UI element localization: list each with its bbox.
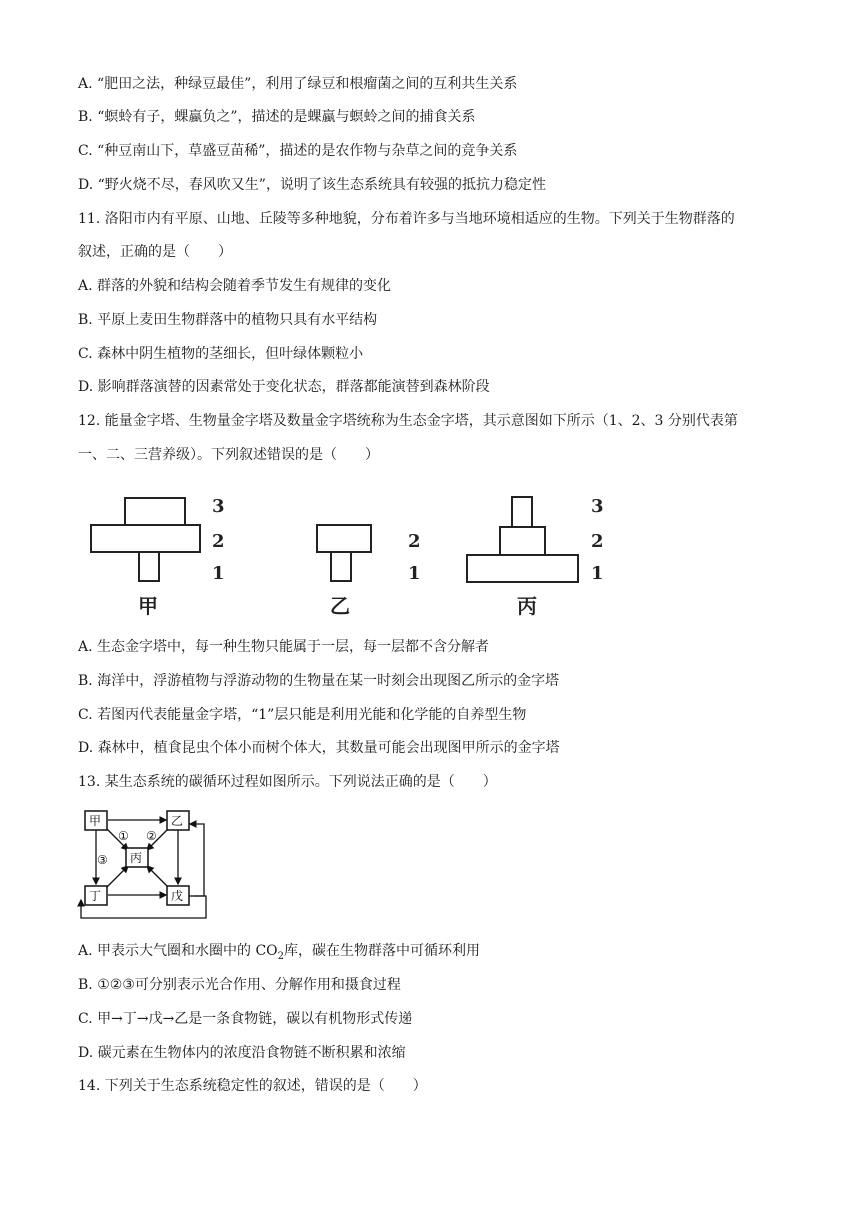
q10-option-c: C. “种豆南山下，草盛豆苗稀”，描述的是农作物与杂草之间的竞争关系 xyxy=(78,143,518,159)
pyramid-bing-label-2: 2 xyxy=(591,531,604,552)
q11-option-b: B. 平原上麦田生物群落中的植物只具有水平结构 xyxy=(78,312,378,328)
pyramid-jia-label-3: 3 xyxy=(212,496,225,517)
arrow-wu-to-bing xyxy=(147,866,169,888)
pyramid-jia-level-3 xyxy=(124,497,186,526)
q13-option-d: D. 碳元素在生物体内的浓度沿食物链不断积累和浓缩 xyxy=(78,1045,406,1061)
q13-option-a-text-1: A. 甲表示大气圈和水圈中的 CO xyxy=(78,943,278,959)
pyramid-yi-label-2: 2 xyxy=(408,531,421,552)
arrow-wu-to-yi xyxy=(186,824,204,896)
box-bing-label: 丙 xyxy=(130,851,143,865)
q12-option-c: C. 若图丙代表能量金字塔，“1”层只能是利用光能和化学能的自养型生物 xyxy=(78,707,527,723)
pyramid-yi-caption: 乙 xyxy=(330,594,350,618)
pyramid-jia-label-1: 1 xyxy=(212,563,225,584)
q11-stem-line1: 11. 洛阳市内有平原、山地、丘陵等多种地貌，分布着许多与当地环境相适应的生物。下列关于生物群落的 xyxy=(78,211,735,227)
q11-option-a: A. 群落的外貌和结构会随着季节发生有规律的变化 xyxy=(78,278,392,294)
pyramid-bing-level-2 xyxy=(499,526,546,556)
circle-3-label: ③ xyxy=(97,853,108,867)
q13-option-a xyxy=(78,941,480,967)
box-wu-label: 戊 xyxy=(171,889,184,903)
circle-1-label: ① xyxy=(118,829,129,843)
pyramid-bing-level-3 xyxy=(511,496,533,528)
q13-option-a-subscript: 2 xyxy=(277,950,285,962)
pyramid-bing-caption: 丙 xyxy=(517,594,537,618)
q13-stem: 13. 某生态系统的碳循环过程如图所示。下列说法正确的是（ ） xyxy=(78,774,497,790)
arrow-ding-to-bing xyxy=(106,866,128,888)
q10-option-d: D. “野火烧不尽，春风吹又生”，说明了该生态系统具有较强的抵抗力稳定性 xyxy=(78,177,546,193)
q12-option-d: D. 森林中，植食昆虫个体小而树个体大，其数量可能会出现图甲所示的金字塔 xyxy=(78,740,560,756)
q11-stem-line2: 叙述，正确的是（ ） xyxy=(78,244,232,260)
carbon-cycle-diagram xyxy=(76,808,212,924)
q13-option-b: B. ①②③可分别表示光合作用、分解作用和摄食过程 xyxy=(78,977,401,993)
q14-stem: 14. 下列关于生态系统稳定性的叙述，错误的是（ ） xyxy=(78,1078,427,1094)
pyramid-yi-label-1: 1 xyxy=(408,563,421,584)
q11-option-d: D. 影响群落演替的因素常处于变化状态，群落都能演替到森林阶段 xyxy=(78,379,490,395)
q12-option-b: B. 海洋中，浮游植物与浮游动物的生物量在某一时刻会出现图乙所示的金字塔 xyxy=(78,673,560,689)
q11-option-c: C. 森林中阴生植物的茎细长，但叶绿体颗粒小 xyxy=(78,346,364,362)
q10-option-a: A. “肥田之法，种绿豆最佳”，利用了绿豆和根瘤菌之间的互利共生关系 xyxy=(78,76,518,92)
pyramid-yi-level-2 xyxy=(316,524,372,553)
q13-option-c: C. 甲→丁→戊→乙是一条食物链，碳以有机物形式传递 xyxy=(78,1011,413,1027)
pyramid-jia-level-1 xyxy=(138,551,160,582)
q12-option-a: A. 生态金字塔中，每一种生物只能属于一层，每一层都不含分解者 xyxy=(78,639,490,655)
pyramid-bing-level-1 xyxy=(466,554,579,583)
circle-2-label: ② xyxy=(146,829,157,843)
q13-option-a-text-2: 库，碳在生物群落中可循环利用 xyxy=(284,943,481,959)
pyramid-yi-level-1 xyxy=(330,551,352,582)
pyramid-bing-label-1: 1 xyxy=(591,563,604,584)
q12-stem-line2: 一、二、三营养级）。下列叙述错误的是（ ） xyxy=(78,447,379,463)
pyramid-jia-label-2: 2 xyxy=(212,531,225,552)
pyramid-bing-label-3: 3 xyxy=(591,496,604,517)
q10-option-b: B. “螟蛉有子，蜾蠃负之”，描述的是蜾蠃与螟蛉之间的捕食关系 xyxy=(78,109,476,125)
box-jia-label: 甲 xyxy=(89,814,102,828)
q12-stem-line1: 12. 能量金字塔、生物量金字塔及数量金字塔统称为生态金字塔，其示意图如下所示（1、2、3 分别代表第 xyxy=(78,413,738,429)
box-yi-label: 乙 xyxy=(171,814,184,828)
pyramid-jia-caption: 甲 xyxy=(138,594,158,618)
pyramid-jia-level-2 xyxy=(90,524,201,553)
box-ding-label: 丁 xyxy=(89,889,102,903)
